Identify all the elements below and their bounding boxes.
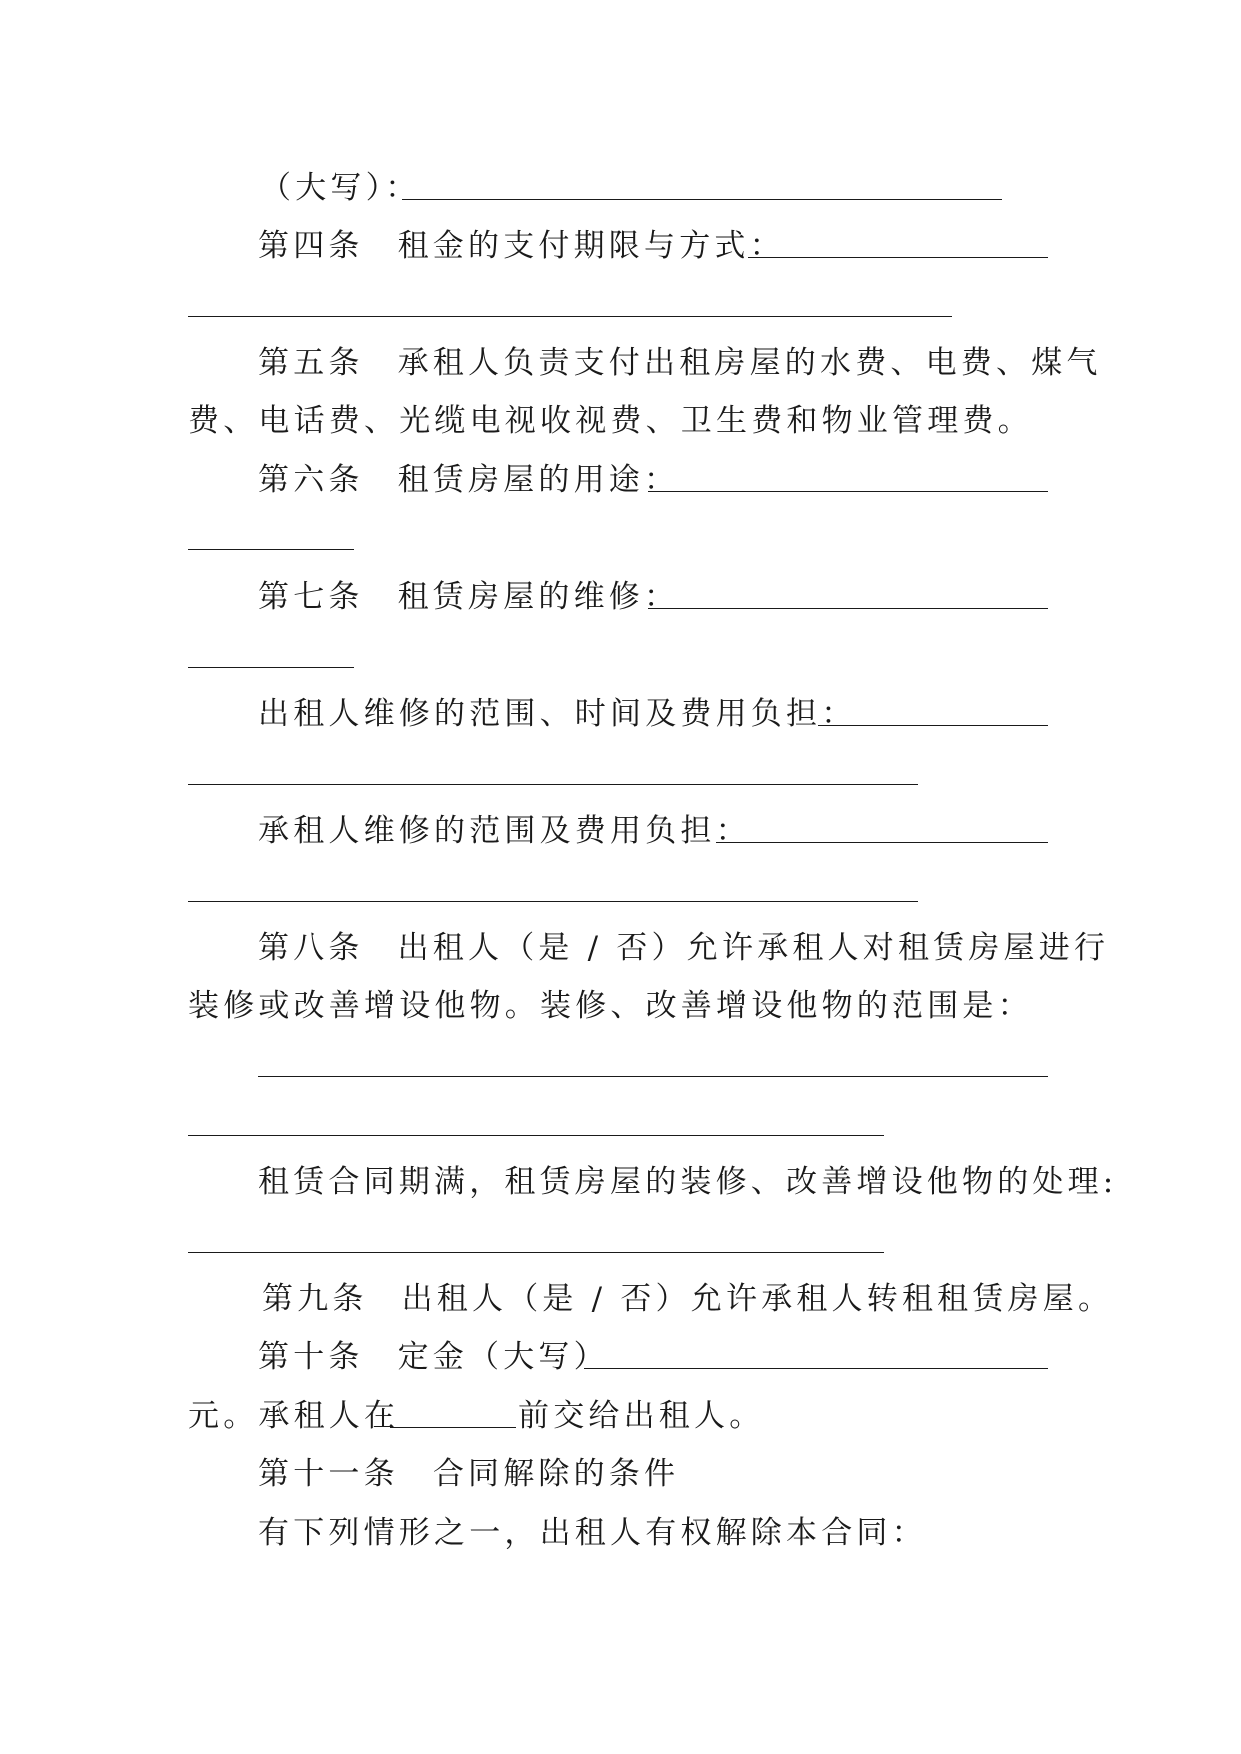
text-segment: 承租人维修的范围及费用负担： bbox=[258, 813, 751, 849]
fill-in-blank[interactable] bbox=[188, 667, 354, 668]
text-line bbox=[258, 1513, 927, 1553]
article-number: 第四条 bbox=[258, 228, 364, 264]
fill-in-blank[interactable] bbox=[188, 901, 918, 902]
text-segment: （大写）： bbox=[260, 170, 421, 206]
article-number: 第五条 bbox=[258, 345, 364, 381]
fill-in-blank[interactable] bbox=[402, 199, 1002, 200]
article-text: 租赁房屋的用途： bbox=[397, 462, 680, 498]
article-7 bbox=[258, 577, 679, 617]
fill-in-blank[interactable] bbox=[648, 608, 1048, 609]
text-line bbox=[188, 401, 1033, 441]
article-text: 合同解除的条件 bbox=[432, 1456, 680, 1492]
article-8 bbox=[258, 928, 1109, 968]
article-4 bbox=[258, 226, 785, 266]
fill-in-blank[interactable] bbox=[188, 316, 952, 317]
article-text: 定金（大写） bbox=[397, 1339, 609, 1375]
fill-in-blank[interactable] bbox=[188, 1252, 884, 1253]
text-segment: 租赁合同期满，租赁房屋的装修、改善增设他物的处理: bbox=[258, 1164, 1118, 1200]
fill-in-blank[interactable] bbox=[188, 784, 918, 785]
text-line bbox=[518, 1396, 764, 1436]
fill-in-blank[interactable] bbox=[188, 549, 354, 550]
text-segment: 装修或改善增设他物。装修、改善增设他物的范围是： bbox=[188, 988, 1033, 1024]
article-number: 第八条 bbox=[258, 930, 364, 966]
text-line bbox=[260, 168, 421, 208]
text-segment: 元。承租人在 bbox=[188, 1398, 400, 1434]
text-line bbox=[258, 811, 751, 851]
article-number: 第七条 bbox=[258, 579, 364, 615]
fill-in-blank[interactable] bbox=[648, 491, 1048, 492]
article-number: 第九条 bbox=[262, 1281, 368, 1317]
article-text: 出租人（是 / 否）允许承租人对租赁房屋进行 bbox=[397, 930, 1110, 966]
text-line bbox=[258, 694, 856, 734]
article-text: 出租人（是 / 否）允许承租人转租租赁房屋。 bbox=[401, 1281, 1114, 1317]
text-segment: 费、电话费、光缆电视收视费、卫生费和物业管理费。 bbox=[188, 403, 1033, 439]
article-5 bbox=[258, 343, 1102, 383]
article-text: 承租人负责支付出租房屋的水费、电费、煤气 bbox=[397, 345, 1102, 381]
text-line bbox=[258, 1162, 1117, 1202]
article-11 bbox=[258, 1454, 679, 1494]
article-text: 租金的支付期限与方式： bbox=[397, 228, 785, 264]
fill-in-blank[interactable] bbox=[188, 1135, 884, 1136]
text-line bbox=[188, 1396, 399, 1436]
article-number: 第十一条 bbox=[258, 1456, 399, 1492]
article-9 bbox=[262, 1279, 1113, 1319]
article-10 bbox=[258, 1337, 609, 1377]
text-segment: 出租人维修的范围、时间及费用负担： bbox=[258, 696, 857, 732]
fill-in-blank[interactable] bbox=[818, 725, 1048, 726]
fill-in-blank[interactable] bbox=[716, 842, 1048, 843]
text-segment: 有下列情形之一，出租人有权解除本合同： bbox=[258, 1515, 927, 1551]
fill-in-blank[interactable] bbox=[748, 257, 1048, 258]
article-number: 第六条 bbox=[258, 462, 364, 498]
article-number: 第十条 bbox=[258, 1339, 364, 1375]
text-line bbox=[188, 986, 1033, 1026]
fill-in-blank[interactable] bbox=[584, 1368, 1048, 1369]
article-text: 租赁房屋的维修： bbox=[397, 579, 680, 615]
text-segment: 前交给出租人。 bbox=[518, 1398, 765, 1434]
fill-in-blank[interactable] bbox=[258, 1076, 1048, 1077]
fill-in-blank[interactable] bbox=[390, 1427, 516, 1428]
article-6 bbox=[258, 460, 679, 500]
